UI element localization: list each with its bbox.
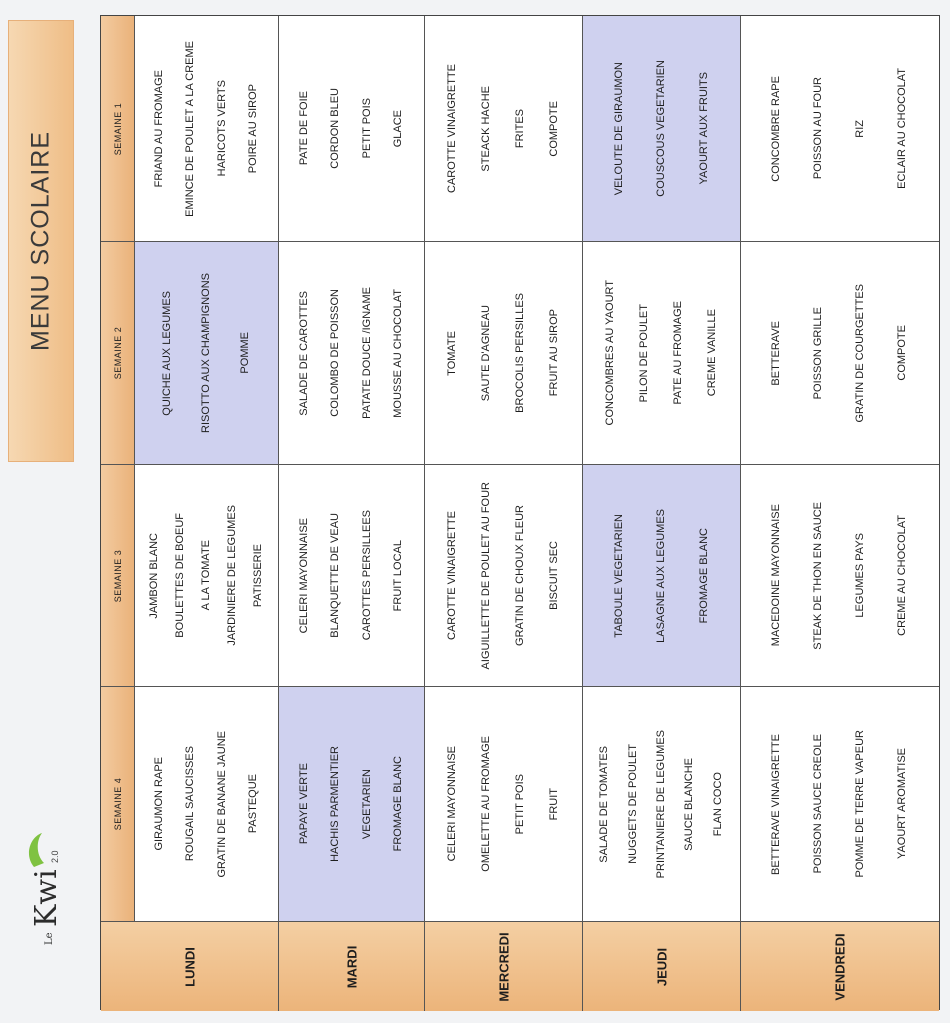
- day-column-mercredi: [425, 16, 583, 1011]
- menu-item: GRATIN DE CHOUX FLEUR: [514, 505, 526, 646]
- menu-item: POMME DE TERRE VAPEUR: [854, 730, 866, 878]
- day-label: MARDI: [344, 945, 359, 988]
- menu-item: CELERI MAYONNAISE: [297, 517, 310, 634]
- page-title: MENU SCOLAIRE: [26, 131, 55, 351]
- menu-item: BLANQUETTE DE VEAU: [329, 513, 342, 638]
- menu-item: JARDINIERE DE LEGUMES: [226, 505, 238, 646]
- menu-item: HARICOTS VERTS: [215, 80, 228, 177]
- day-label: JEUDI: [654, 947, 669, 986]
- menu-item: POISSON AU FOUR: [812, 77, 824, 180]
- menu-item: YAOURT AUX FRUITS: [697, 72, 710, 185]
- week-cell: [101, 16, 278, 241]
- week-label: SEMAINE 4: [112, 777, 123, 831]
- menu-item: PATISSERIE: [252, 543, 264, 608]
- menu-item: SALADE DE TOMATES: [598, 745, 611, 863]
- week-header: [101, 16, 135, 241]
- day-column-jeudi: [583, 16, 741, 1011]
- meal-cell: [425, 687, 582, 921]
- days-container: [101, 16, 941, 1011]
- menu-item: BOULETTES DE BOEUF: [174, 513, 186, 638]
- menu-item: GRATIN DE BANANE JAUNE: [215, 730, 228, 878]
- menu-item: PATE DE FOIE: [297, 91, 310, 166]
- week-cell: [279, 686, 424, 921]
- menu-item: STEACK HACHE: [480, 85, 492, 172]
- day-header: [101, 921, 278, 1011]
- menu-item: FROMAGE BLANC: [697, 527, 710, 624]
- menu-item: VELOUTE DE GIRAUMON: [612, 61, 625, 196]
- meal-cell: [425, 16, 582, 241]
- menu-item: RIZ: [854, 119, 866, 138]
- week-cell: [101, 464, 278, 686]
- logo-version: 2.0: [50, 850, 60, 863]
- menu-item: FLAN COCO: [711, 771, 724, 837]
- week-header: [101, 242, 135, 464]
- menu-item: BETTERAVE: [770, 320, 782, 386]
- week-cell: [741, 686, 939, 921]
- menu-item: CELERI MAYONNAISE: [446, 746, 458, 862]
- menu-item: AIGUILLETTE DE POULET AU FOUR: [480, 481, 492, 670]
- menu-item: BETTERAVE VINAIGRETTE: [770, 733, 782, 875]
- meal-cell: [741, 687, 938, 921]
- menu-item: YAOURT AROMATISE: [896, 748, 908, 860]
- menu-item: FRIAND AU FROMAGE: [153, 69, 166, 188]
- menu-item: POISSON GRILLE: [812, 306, 824, 400]
- meal-cell: [425, 465, 582, 686]
- menu-item: GIRAUMON RAPE: [153, 757, 166, 851]
- menu-item: A LA TOMATE: [200, 540, 212, 611]
- day-label: MERCREDI: [496, 931, 511, 1002]
- menu-item: FRUIT AU SIROP: [548, 309, 560, 397]
- day-header: [279, 921, 424, 1011]
- menu-item: FRUIT LOCAL: [392, 539, 405, 612]
- menu-item: RISOTTO AUX CHAMPIGNONS: [200, 273, 212, 433]
- logo-icon: [26, 800, 66, 970]
- menu-item: PATATE DOUCE /IGNAME: [360, 287, 373, 419]
- menu-item: HACHIS PARMENTIER: [329, 746, 342, 862]
- vegetarian-meal-cell: [583, 16, 740, 241]
- menu-item: FRUIT: [548, 787, 560, 821]
- menu-item: EMINCE DE POULET A LA CREME: [184, 40, 197, 217]
- menu-item: PRINTANIERE DE LEGUMES: [654, 729, 667, 879]
- menu-item: PETIT POIS: [360, 98, 373, 159]
- menu-item: COLOMBO DE POISSON: [329, 289, 342, 417]
- week-label: SEMAINE 3: [112, 549, 123, 602]
- week-header: [101, 687, 135, 921]
- meal-cell: [279, 242, 424, 464]
- menu-item: CAROTTE VINAIGRETTE: [446, 511, 458, 640]
- menu-item: CONCOMBRE RAPE: [770, 75, 782, 182]
- menu-item: ROUGAIL SAUCISSES: [184, 746, 197, 862]
- week-cell: [101, 241, 278, 464]
- meal-cell: [741, 16, 938, 241]
- vegetarian-meal-cell: [279, 687, 424, 921]
- meal-cell: [279, 16, 424, 241]
- menu-item: MOUSSE AU CHOCOLAT: [392, 288, 405, 418]
- week-cell: [279, 241, 424, 464]
- kwi-logo: [26, 800, 66, 970]
- week-header: [101, 465, 135, 686]
- menu-item: OMELETTE AU FROMAGE: [480, 736, 492, 872]
- day-column-mardi: [279, 16, 425, 1011]
- week-cell: [741, 241, 939, 464]
- menu-item: ECLAIR AU CHOCOLAT: [896, 68, 908, 189]
- menu-item: BISCUIT SEC: [548, 541, 560, 610]
- menu-item: BROCOLIS PERSILLES: [514, 293, 526, 413]
- meal-cell: [279, 465, 424, 686]
- week-cell: [279, 16, 424, 241]
- menu-item: NUGGETS DE POULET: [626, 744, 639, 864]
- menu-item: PATE AU FROMAGE: [672, 301, 684, 405]
- menu-item: GLACE: [392, 109, 405, 148]
- meal-cell: [135, 687, 278, 921]
- menu-item: GRATIN DE COURGETTES: [854, 283, 866, 423]
- menu-item: VEGETARIEN: [360, 768, 373, 840]
- menu-item: SALADE DE CAROTTES: [297, 290, 310, 416]
- menu-item: JAMBON BLANC: [148, 532, 160, 619]
- menu-item: POISSON SAUCE CREOLE: [812, 734, 824, 874]
- meal-cell: [135, 465, 278, 686]
- menu-item: CREME VANILLE: [706, 309, 718, 397]
- day-label: LUNDI: [182, 946, 197, 987]
- menu-item: LEGUMES PAYS: [854, 533, 866, 618]
- menu-item: SAUCE BLANCHE: [683, 757, 696, 851]
- week-cell: [583, 241, 740, 464]
- menu-item: POMME: [239, 332, 251, 374]
- menu-item: PETIT POIS: [514, 773, 526, 835]
- menu-item: COMPOTE: [896, 325, 908, 381]
- menu-table: [100, 15, 940, 1010]
- week-cell: [583, 16, 740, 241]
- menu-item: COMPOTE: [548, 100, 560, 157]
- menu-item: CORDON BLEU: [329, 88, 342, 169]
- week-cell: [425, 464, 582, 686]
- menu-item: CAROTTE VINAIGRETTE: [446, 64, 458, 193]
- menu-item: TABOULE VEGETARIEN: [612, 513, 625, 638]
- vegetarian-meal-cell: [583, 465, 740, 686]
- menu-item: FROMAGE BLANC: [392, 756, 405, 852]
- menu-item: TOMATE: [446, 330, 458, 376]
- meal-cell: [135, 16, 278, 241]
- day-header: [425, 921, 582, 1011]
- menu-item: LASAGNE AUX LEGUMES: [655, 508, 667, 643]
- day-header: [583, 921, 740, 1011]
- logo-name: Kwi: [29, 869, 64, 927]
- meal-cell: [583, 242, 740, 464]
- day-column-vendredi: [741, 16, 939, 1011]
- menu-item: MACEDOINE MAYONNAISE: [770, 504, 782, 647]
- menu-item: FRITES: [514, 108, 526, 149]
- menu-item: CAROTTES PERSILLEES: [360, 510, 373, 641]
- meal-cell: [741, 465, 938, 686]
- week-cell: [741, 16, 939, 241]
- day-label: VENDREDI: [832, 932, 848, 1001]
- meal-cell: [425, 242, 582, 464]
- menu-item: CREME AU CHOCOLAT: [896, 515, 908, 636]
- day-column-lundi: [101, 16, 279, 1011]
- week-cell: [425, 241, 582, 464]
- menu-item: QUICHE AUX LEGUMES: [161, 290, 173, 416]
- logo-prefix: Le: [44, 932, 55, 945]
- menu-item: POIRE AU SIROP: [246, 83, 259, 174]
- week-cell: [741, 464, 939, 686]
- meal-cell: [741, 242, 938, 464]
- menu-item: CONCOMBRES AU YAOURT: [604, 280, 616, 426]
- week-cell: [101, 686, 278, 921]
- week-label: SEMAINE 2: [112, 326, 123, 380]
- meal-cell: [583, 687, 740, 921]
- week-cell: [425, 686, 582, 921]
- title-banner: [8, 20, 74, 462]
- week-cell: [425, 16, 582, 241]
- menu-item: PAPAYE VERTE: [297, 763, 310, 845]
- day-header: [741, 921, 939, 1011]
- menu-item: STEAK DE THON EN SAUCE: [812, 501, 824, 650]
- menu-item: PILON DE POULET: [638, 303, 650, 403]
- menu-item: PASTEQUE: [246, 774, 259, 834]
- week-cell: [279, 464, 424, 686]
- week-cell: [583, 464, 740, 686]
- vegetarian-meal-cell: [135, 242, 278, 464]
- week-label: SEMAINE 1: [112, 102, 123, 155]
- menu-item: COUSCOUS VEGETARIEN: [655, 60, 667, 197]
- week-cell: [583, 686, 740, 921]
- menu-item: SAUTE D'AGNEAU: [480, 304, 492, 402]
